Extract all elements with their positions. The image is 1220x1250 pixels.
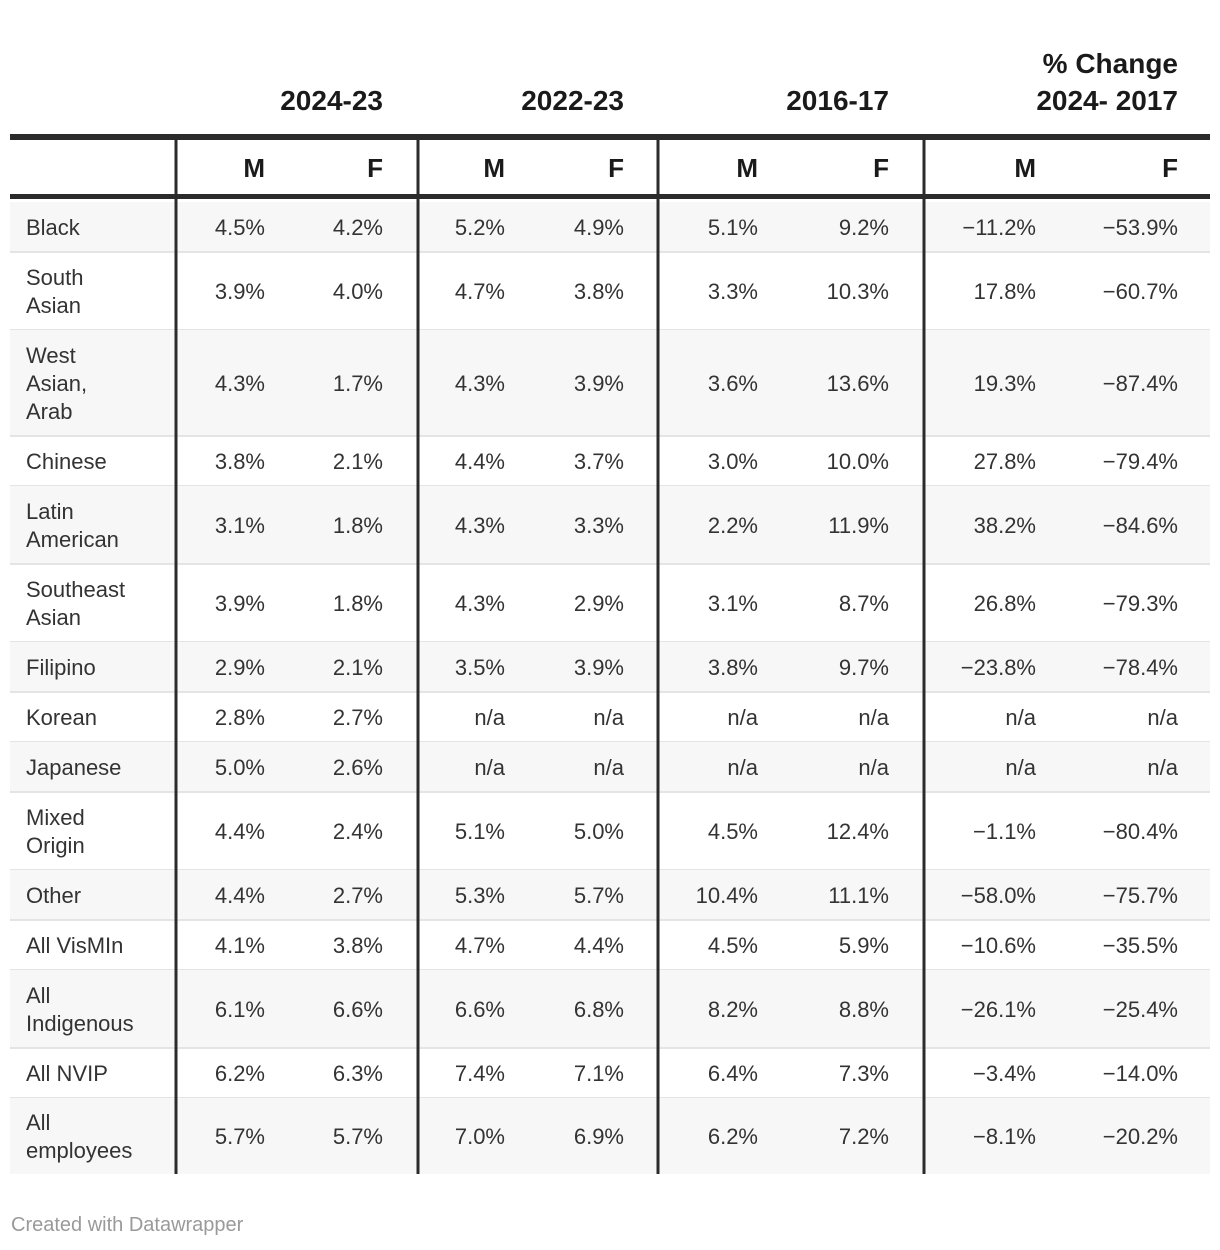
table-cell: −11.2% <box>962 215 1036 240</box>
table-cell: n/a <box>1147 755 1178 780</box>
table-cell: −1.1% <box>973 819 1036 844</box>
row-label: Korean <box>26 705 97 730</box>
table-cell: −3.4% <box>973 1061 1036 1086</box>
table-cell: −14.0% <box>1102 1061 1178 1086</box>
column-divider <box>175 199 178 1174</box>
row-label: All Indigenous <box>26 983 134 1036</box>
table-cell: 3.3% <box>573 513 624 538</box>
table-cell: 4.5% <box>214 215 265 240</box>
table-cell: 1.8% <box>332 513 383 538</box>
row-label: All VisMIn <box>26 933 124 958</box>
table-cell: −8.1% <box>973 1124 1036 1149</box>
table-cell: 4.7% <box>454 279 505 304</box>
row-label: Filipino <box>26 655 96 680</box>
table-cell: 4.5% <box>707 819 758 844</box>
table-cell: 8.7% <box>838 591 889 616</box>
table-cell: 6.2% <box>214 1061 265 1086</box>
table-cell: n/a <box>593 755 624 780</box>
row-label: Other <box>26 883 82 908</box>
table-cell: 3.3% <box>707 279 758 304</box>
table-cell: 4.3% <box>454 513 505 538</box>
table-cell: 2.8% <box>214 705 265 730</box>
datawrapper-credit: Created with Datawrapper <box>11 1214 244 1236</box>
row-separator <box>10 251 1210 253</box>
column-group-header: % Change 2024- 2017 <box>1036 48 1178 116</box>
table-cell: 7.2% <box>838 1124 889 1149</box>
table-cell: 26.8% <box>973 591 1036 616</box>
table-cell: 3.9% <box>214 591 265 616</box>
column-group-header: 2022-23 <box>521 85 624 116</box>
female-subheader: F <box>367 153 383 183</box>
row-separator <box>10 691 1210 693</box>
table-cell: 3.1% <box>707 591 758 616</box>
table-cell: 4.3% <box>214 371 265 396</box>
table-cell: 11.9% <box>828 513 889 538</box>
table-cell: −60.7% <box>1102 279 1178 304</box>
table-cell: 5.0% <box>573 819 624 844</box>
table-cell: 6.6% <box>454 997 505 1022</box>
table-cell: 2.6% <box>332 755 383 780</box>
table-cell: −79.4% <box>1102 449 1178 474</box>
table-cell: 2.4% <box>332 819 383 844</box>
table-cell: 10.0% <box>826 449 889 474</box>
table-cell: 38.2% <box>973 513 1036 538</box>
table-cell: 6.6% <box>332 997 383 1022</box>
table-cell: 5.3% <box>454 883 505 908</box>
table-cell: 4.4% <box>214 883 265 908</box>
row-label: Latin American <box>26 499 119 552</box>
table-cell: 4.4% <box>573 933 624 958</box>
table-cell: −58.0% <box>960 883 1036 908</box>
column-group-header: 2016-17 <box>786 85 889 116</box>
table-cell: 3.8% <box>214 449 265 474</box>
row-label: Chinese <box>26 449 107 474</box>
table-cell: 2.9% <box>573 591 624 616</box>
row-label: Mixed Origin <box>26 805 85 858</box>
table-cell: 6.3% <box>332 1061 383 1086</box>
table-cell: −10.6% <box>960 933 1036 958</box>
table-cell: −75.7% <box>1102 883 1178 908</box>
column-divider <box>923 140 926 194</box>
table-cell: −78.4% <box>1102 655 1178 680</box>
row-separator <box>10 791 1210 793</box>
row-label: South Asian <box>26 265 84 318</box>
table-cell: n/a <box>858 705 889 730</box>
table-cell: 3.5% <box>454 655 505 680</box>
table-cell: 7.3% <box>838 1061 889 1086</box>
header-bottom-rule <box>10 194 1210 199</box>
table-cell: 5.7% <box>332 1124 383 1149</box>
table-cell: 6.4% <box>707 1061 758 1086</box>
table-cell: 13.6% <box>826 371 889 396</box>
table-cell: 4.7% <box>454 933 505 958</box>
table-cell: n/a <box>1005 705 1036 730</box>
table-cell: 5.9% <box>838 933 889 958</box>
table-cell: 6.2% <box>707 1124 758 1149</box>
table-cell: n/a <box>727 755 758 780</box>
row-separator <box>10 563 1210 565</box>
table-cell: 4.3% <box>454 371 505 396</box>
table-cell: n/a <box>1005 755 1036 780</box>
table-cell: −79.3% <box>1102 591 1178 616</box>
column-divider <box>657 140 660 194</box>
male-subheader: M <box>1014 153 1036 183</box>
table-cell: 4.4% <box>214 819 265 844</box>
table-cell: 19.3% <box>973 371 1036 396</box>
row-label: All NVIP <box>26 1061 108 1086</box>
table-cell: 11.1% <box>828 883 889 908</box>
row-separator <box>10 919 1210 921</box>
row-label: West Asian, Arab <box>26 343 88 424</box>
table-cell: 5.0% <box>214 755 265 780</box>
table-cell: n/a <box>1147 705 1178 730</box>
table-cell: 4.9% <box>573 215 624 240</box>
table-cell: 3.9% <box>573 371 624 396</box>
table-cell: n/a <box>727 705 758 730</box>
table-cell: 2.7% <box>332 705 383 730</box>
table-cell: 3.1% <box>214 513 265 538</box>
table-cell: 9.7% <box>838 655 889 680</box>
male-subheader: M <box>243 153 265 183</box>
table-cell: 6.8% <box>573 997 624 1022</box>
female-subheader: F <box>873 153 889 183</box>
table-cell: 3.8% <box>707 655 758 680</box>
table-cell: −84.6% <box>1102 513 1178 538</box>
table-cell: 5.1% <box>707 215 758 240</box>
table-cell: −53.9% <box>1102 215 1178 240</box>
table-cell: −26.1% <box>960 997 1036 1022</box>
table-cell: 5.7% <box>573 883 624 908</box>
table-cell: 7.0% <box>454 1124 505 1149</box>
row-label: Southeast Asian <box>26 577 126 630</box>
table-cell: 2.1% <box>332 449 383 474</box>
table-cell: 1.8% <box>332 591 383 616</box>
female-subheader: F <box>608 153 624 183</box>
table-cell: 3.7% <box>573 449 624 474</box>
table-cell: 3.9% <box>214 279 265 304</box>
table-cell: 2.1% <box>332 655 383 680</box>
row-separator <box>10 435 1210 437</box>
table-cell: 8.2% <box>707 997 758 1022</box>
table-cell: 3.8% <box>332 933 383 958</box>
table-cell: −20.2% <box>1102 1124 1178 1149</box>
table-cell: 4.3% <box>454 591 505 616</box>
female-subheader: F <box>1162 153 1178 183</box>
table-cell: 8.8% <box>838 997 889 1022</box>
table-cell: 1.7% <box>332 371 383 396</box>
row-label: Japanese <box>26 755 122 780</box>
column-divider <box>175 140 178 194</box>
table-cell: 2.2% <box>707 513 758 538</box>
table-cell: 3.9% <box>573 655 624 680</box>
table-cell: 5.7% <box>214 1124 265 1149</box>
table-cell: 2.7% <box>332 883 383 908</box>
male-subheader: M <box>736 153 758 183</box>
table-cell: −25.4% <box>1102 997 1178 1022</box>
table-cell: 7.4% <box>454 1061 505 1086</box>
column-divider <box>417 199 420 1174</box>
column-group-header: 2024-23 <box>280 85 383 116</box>
table-cell: 9.2% <box>838 215 889 240</box>
table-cell: 12.4% <box>826 819 889 844</box>
table-cell: 3.6% <box>707 371 758 396</box>
table-cell: 4.0% <box>332 279 383 304</box>
table-cell: n/a <box>474 755 505 780</box>
table-cell: 17.8% <box>973 279 1036 304</box>
table-cell: n/a <box>593 705 624 730</box>
table-cell: 5.1% <box>454 819 505 844</box>
row-label: Black <box>26 215 80 240</box>
row-label: All employees <box>26 1110 133 1163</box>
column-divider <box>923 199 926 1174</box>
table-cell: 4.1% <box>214 933 265 958</box>
table-cell: 10.3% <box>826 279 889 304</box>
table-cell: 10.4% <box>695 883 758 908</box>
table-cell: 7.1% <box>573 1061 624 1086</box>
column-divider <box>417 140 420 194</box>
table-cell: 4.2% <box>332 215 383 240</box>
table-cell: 2.9% <box>214 655 265 680</box>
header-top-rule <box>10 134 1210 140</box>
column-divider <box>657 199 660 1174</box>
table-cell: n/a <box>474 705 505 730</box>
table-cell: 3.0% <box>707 449 758 474</box>
male-subheader: M <box>483 153 505 183</box>
table-cell: −87.4% <box>1102 371 1178 396</box>
table-cell: −80.4% <box>1102 819 1178 844</box>
table-cell: n/a <box>858 755 889 780</box>
table-cell: −35.5% <box>1102 933 1178 958</box>
table-cell: −23.8% <box>960 655 1036 680</box>
table-cell: 5.2% <box>454 215 505 240</box>
table-cell: 27.8% <box>973 449 1036 474</box>
table-cell: 6.9% <box>573 1124 624 1149</box>
table-cell: 4.5% <box>707 933 758 958</box>
row-separator <box>10 1047 1210 1049</box>
table-cell: 3.8% <box>573 279 624 304</box>
table-cell: 4.4% <box>454 449 505 474</box>
table-cell: 6.1% <box>214 997 265 1022</box>
